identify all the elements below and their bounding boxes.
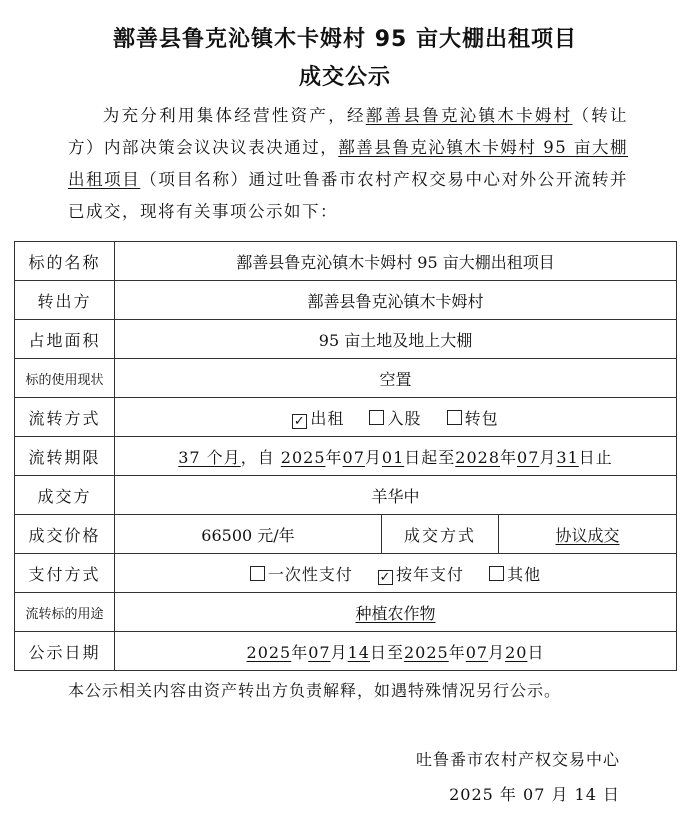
issue-date: 2025 年 07 月 14 日 [449,785,620,804]
checkbox-share [369,410,384,425]
row-label: 成交方 [15,476,115,515]
table-row [15,398,677,437]
row-label: 转出方 [15,281,115,320]
row-label: 流转方式 [15,398,115,437]
table-row [15,320,677,359]
payment-options [115,554,677,593]
intro-text-2: （转让方）内部决策会议决议表决通过， [68,106,629,157]
issuer-name: 吐鲁番市农村产权交易中心 [415,750,620,769]
buyer-value: 羊华中 [115,476,677,515]
publicity-period-value: 2025年07月14日至2025年07月20日 [115,632,677,671]
checkbox-annual: ✓ [379,569,392,585]
table-row [15,359,677,398]
footer-note: 本公示相关内容由资产转出方负责解释，如遇特殊情况另行公示。 [68,681,562,700]
table-row [15,242,677,281]
table-row [15,476,677,515]
table-row [15,554,677,593]
option-lease: ✓ 出租 [293,408,345,429]
row-label: 支付方式 [15,554,115,593]
table-row [15,632,677,671]
checkbox-subcontract [447,410,462,425]
row-label: 流转期限 [15,437,115,476]
deal-method-value: 协议成交 [499,515,677,554]
announcement-table [14,241,677,671]
row-label: 占地面积 [15,320,115,359]
checkbox-other [489,566,504,581]
intro-project-name: 鄯善县鲁克沁镇木卡姆村 95 亩大棚出租项目 [68,138,628,189]
row-label: 标的名称 [15,242,115,281]
checkbox-lump-sum [250,566,265,581]
option-share: 入股 [369,409,421,428]
row-label: 标的使用现状 [15,359,115,398]
subject-name-value: 鄯善县鲁克沁镇木卡姆村 95 亩大棚出租项目 [115,242,677,281]
area-value: 95 亩土地及地上大棚 [115,320,677,359]
row-label: 公示日期 [15,632,115,671]
intro-text-3: （项目名称）通过吐鲁番市农村产权交易中心对外公开流转并已成交，现将有关事项公示如下： [68,170,629,221]
checkbox-lease: ✓ [293,413,306,429]
option-other: 其他 [489,565,541,584]
table-row [15,515,677,554]
intro-transferor: 鄯善县鲁克沁镇木卡姆村 [365,106,573,125]
deal-method-label: 成交方式 [382,515,499,554]
row-label: 流转标的用途 [15,593,115,632]
table-row [15,281,677,320]
usage-status-value: 空置 [115,359,677,398]
term-value: 37 个月，自 2025年07月01日起至2028年07月31日止 [115,437,677,476]
usage-value: 种植农作物 [115,593,677,632]
row-label: 成交价格 [15,515,115,554]
option-annual: ✓ 按年支付 [379,564,464,585]
transfer-mode-options [115,398,677,437]
intro-paragraph [68,100,628,228]
table-row [15,437,677,476]
document-title: 鄯善县鲁克沁镇木卡姆村 95 亩大棚出租项目 [113,27,577,52]
price-value: 66500 元/年 [115,515,382,554]
document-subtitle: 成交公示 [298,65,391,90]
table-row [15,593,677,632]
option-lump-sum: 一次性支付 [250,565,353,584]
transferor-value: 鄯善县鲁克沁镇木卡姆村 [115,281,677,320]
option-subcontract: 转包 [447,409,499,428]
intro-text-1: 为充分利用集体经营性资产，经 [102,106,366,125]
